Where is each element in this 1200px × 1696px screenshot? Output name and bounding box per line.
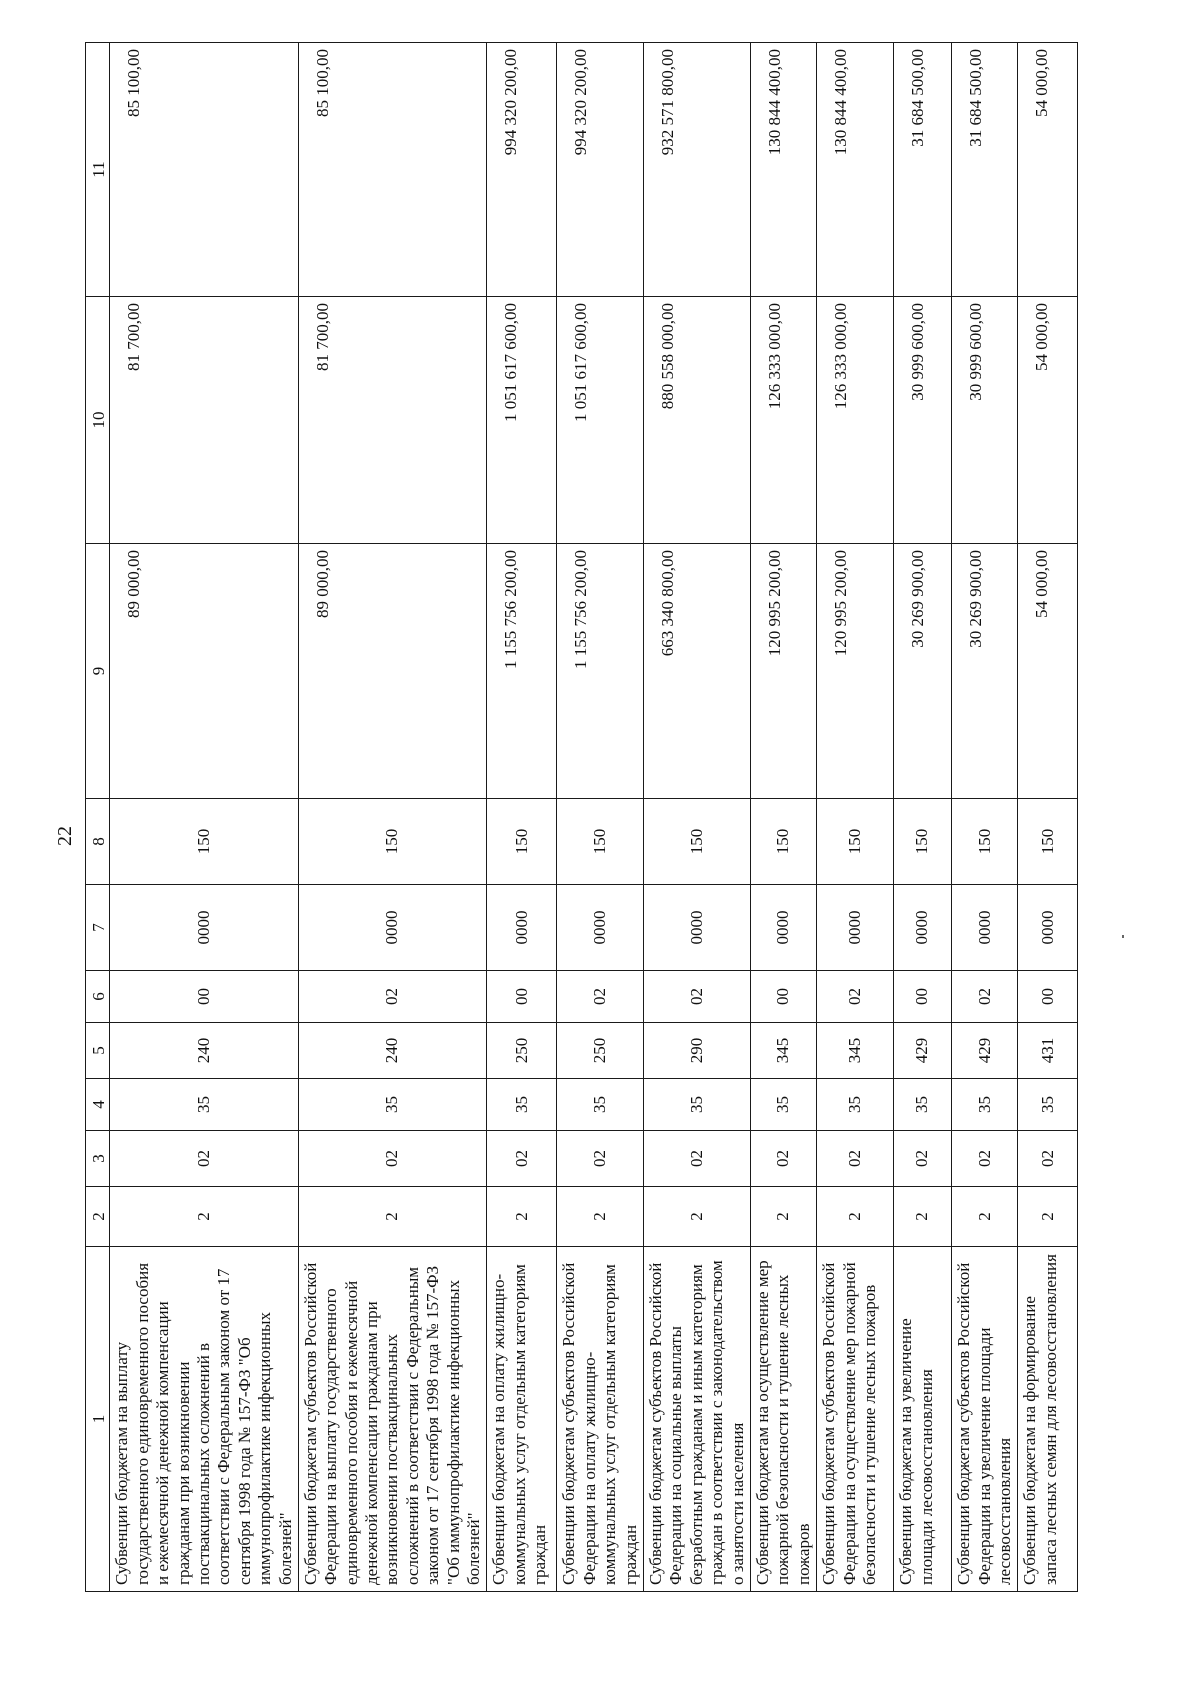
- amount-year-1: 1 155 756 200,00: [557, 544, 644, 799]
- code-economic: 150: [643, 799, 750, 885]
- table-row: [750, 43, 816, 1592]
- amount-year-3: 994 320 200,00: [487, 43, 557, 297]
- code-element: 00: [750, 971, 816, 1023]
- code-subgroup: 02: [557, 1131, 644, 1187]
- code-element: 02: [643, 971, 750, 1023]
- code-subgroup: 02: [643, 1131, 750, 1187]
- code-subarticle: 250: [487, 1023, 557, 1079]
- code-element: 00: [894, 971, 952, 1023]
- code-group: 2: [1018, 1187, 1078, 1247]
- code-program: 0000: [110, 885, 299, 971]
- code-element: 02: [817, 971, 894, 1023]
- code-economic: 150: [817, 799, 894, 885]
- table-row: [643, 43, 750, 1592]
- code-subarticle: 429: [894, 1023, 952, 1079]
- amount-year-3: 130 844 400,00: [817, 43, 894, 297]
- code-subarticle: 240: [298, 1023, 487, 1079]
- header-col-3: 3: [86, 1131, 110, 1187]
- row-name: Субвенции бюджетам на увеличение площади лесовосстановления: [894, 1247, 952, 1592]
- code-subarticle: 250: [557, 1023, 644, 1079]
- amount-year-1: 89 000,00: [110, 544, 299, 799]
- code-subgroup: 02: [952, 1131, 1018, 1187]
- code-article: 35: [298, 1079, 487, 1131]
- code-group: 2: [894, 1187, 952, 1247]
- code-program: 0000: [557, 885, 644, 971]
- row-name: Субвенции бюджетам субъектов Российской Федерации на оплату жилищно-коммунальных услуг отдельным категориям граждан: [557, 1247, 644, 1592]
- row-name: Субвенции бюджетам субъектов Российской Федерации на выплату государственного единовременного пособия и ежемесячной денежной компенсации гражданам при возникновении поствакцинальных осложнений в соответствии с Федеральным законом от 17 сентября 1998 года № 157-ФЗ "Об иммунопрофилактике инфекционных болезней": [298, 1247, 487, 1592]
- code-program: 0000: [298, 885, 487, 971]
- code-subgroup: 02: [298, 1131, 487, 1187]
- amount-year-3: 85 100,00: [298, 43, 487, 297]
- page-number: 22: [54, 826, 76, 846]
- code-group: 2: [817, 1187, 894, 1247]
- code-article: 35: [487, 1079, 557, 1131]
- code-article: 35: [817, 1079, 894, 1131]
- amount-year-3: 85 100,00: [110, 43, 299, 297]
- code-group: 2: [750, 1187, 816, 1247]
- code-program: 0000: [894, 885, 952, 971]
- amount-year-3: 932 571 800,00: [643, 43, 750, 297]
- code-economic: 150: [557, 799, 644, 885]
- row-name: Субвенции бюджетам субъектов Российской Федерации на увеличение площади лесовосстановления: [952, 1247, 1018, 1592]
- amount-year-1: 30 269 900,00: [894, 544, 952, 799]
- code-article: 35: [952, 1079, 1018, 1131]
- code-economic: 150: [750, 799, 816, 885]
- code-element: 00: [487, 971, 557, 1023]
- code-subgroup: 02: [110, 1131, 299, 1187]
- code-element: 02: [298, 971, 487, 1023]
- code-subgroup: 02: [817, 1131, 894, 1187]
- table-row: [557, 43, 644, 1592]
- code-group: 2: [557, 1187, 644, 1247]
- code-subarticle: 240: [110, 1023, 299, 1079]
- code-article: 35: [1018, 1079, 1078, 1131]
- row-name: Субвенции бюджетам на осуществление мер пожарной безопасности и тушение лесных пожаров: [750, 1247, 816, 1592]
- code-economic: 150: [110, 799, 299, 885]
- table-row: [1018, 43, 1078, 1592]
- table-row: [952, 43, 1018, 1592]
- table-row: [487, 43, 557, 1592]
- code-economic: 150: [894, 799, 952, 885]
- code-article: 35: [894, 1079, 952, 1131]
- amount-year-2: 126 333 000,00: [817, 297, 894, 544]
- code-group: 2: [952, 1187, 1018, 1247]
- row-name: Субвенции бюджетам на формирование запаса лесных семян для лесовосстановления: [1018, 1247, 1078, 1592]
- code-economic: 150: [298, 799, 487, 885]
- code-economic: 150: [487, 799, 557, 885]
- amount-year-1: 120 995 200,00: [750, 544, 816, 799]
- amount-year-3: 994 320 200,00: [557, 43, 644, 297]
- amount-year-2: 30 999 600,00: [894, 297, 952, 544]
- scan-speck: [1122, 935, 1124, 938]
- code-group: 2: [487, 1187, 557, 1247]
- code-subgroup: 02: [894, 1131, 952, 1187]
- budget-table: [85, 42, 1078, 1592]
- header-col-6: 6: [86, 971, 110, 1023]
- code-subgroup: 02: [750, 1131, 816, 1187]
- code-subarticle: 431: [1018, 1023, 1078, 1079]
- amount-year-3: 31 684 500,00: [952, 43, 1018, 297]
- header-col-11: 11: [86, 43, 110, 297]
- amount-year-2: 1 051 617 600,00: [487, 297, 557, 544]
- code-economic: 150: [952, 799, 1018, 885]
- code-article: 35: [643, 1079, 750, 1131]
- header-col-8: 8: [86, 799, 110, 885]
- code-subarticle: 345: [817, 1023, 894, 1079]
- amount-year-2: 81 700,00: [110, 297, 299, 544]
- code-program: 0000: [643, 885, 750, 971]
- header-col-1: 1: [86, 1247, 110, 1592]
- amount-year-1: 30 269 900,00: [952, 544, 1018, 799]
- code-program: 0000: [750, 885, 816, 971]
- amount-year-2: 30 999 600,00: [952, 297, 1018, 544]
- amount-year-2: 1 051 617 600,00: [557, 297, 644, 544]
- code-group: 2: [643, 1187, 750, 1247]
- code-subgroup: 02: [1018, 1131, 1078, 1187]
- table-row: [110, 43, 299, 1592]
- code-group: 2: [298, 1187, 487, 1247]
- table-row: [817, 43, 894, 1592]
- amount-year-1: 1 155 756 200,00: [487, 544, 557, 799]
- amount-year-1: 663 340 800,00: [643, 544, 750, 799]
- code-element: 02: [952, 971, 1018, 1023]
- code-article: 35: [110, 1079, 299, 1131]
- code-element: 00: [110, 971, 299, 1023]
- amount-year-3: 130 844 400,00: [750, 43, 816, 297]
- amount-year-3: 31 684 500,00: [894, 43, 952, 297]
- code-article: 35: [750, 1079, 816, 1131]
- table-row: [298, 43, 487, 1592]
- code-program: 0000: [817, 885, 894, 971]
- header-col-5: 5: [86, 1023, 110, 1079]
- code-program: 0000: [487, 885, 557, 971]
- header-col-4: 4: [86, 1079, 110, 1131]
- code-element: 00: [1018, 971, 1078, 1023]
- header-col-10: 10: [86, 297, 110, 544]
- amount-year-3: 54 000,00: [1018, 43, 1078, 297]
- rotated-table-container: [85, 43, 1060, 1592]
- row-name: Субвенции бюджетам субъектов Российской Федерации на социальные выплаты безработным гражданам и иным категориям граждан в соответствии с законодательством о занятости населения: [643, 1247, 750, 1592]
- row-name: Субвенции бюджетам субъектов Российской Федерации на осуществление мер пожарной безопасности и тушение лесных пожаров: [817, 1247, 894, 1592]
- code-economic: 150: [1018, 799, 1078, 885]
- header-col-2: 2: [86, 1187, 110, 1247]
- amount-year-2: 81 700,00: [298, 297, 487, 544]
- code-group: 2: [110, 1187, 299, 1247]
- header-col-7: 7: [86, 885, 110, 971]
- code-subgroup: 02: [487, 1131, 557, 1187]
- amount-year-1: 54 000,00: [1018, 544, 1078, 799]
- amount-year-1: 120 995 200,00: [817, 544, 894, 799]
- amount-year-2: 880 558 000,00: [643, 297, 750, 544]
- column-number-row: [86, 43, 110, 1592]
- code-subarticle: 290: [643, 1023, 750, 1079]
- row-name: Субвенции бюджетам на выплату государственного единовременного пособия и ежемесячной денежной компенсации гражданам при возникновении поствакцинальных осложнений в соответствии с Федеральным законом от 17 сентября 1998 года № 157-ФЗ "Об иммунопрофилактике инфекционных болезней": [110, 1247, 299, 1592]
- amount-year-1: 89 000,00: [298, 544, 487, 799]
- table-row: [894, 43, 952, 1592]
- code-program: 0000: [1018, 885, 1078, 971]
- header-col-9: 9: [86, 544, 110, 799]
- code-article: 35: [557, 1079, 644, 1131]
- row-name: Субвенции бюджетам на оплату жилищно-коммунальных услуг отдельным категориям граждан: [487, 1247, 557, 1592]
- amount-year-2: 126 333 000,00: [750, 297, 816, 544]
- code-element: 02: [557, 971, 644, 1023]
- code-subarticle: 429: [952, 1023, 1018, 1079]
- amount-year-2: 54 000,00: [1018, 297, 1078, 544]
- code-program: 0000: [952, 885, 1018, 971]
- code-subarticle: 345: [750, 1023, 816, 1079]
